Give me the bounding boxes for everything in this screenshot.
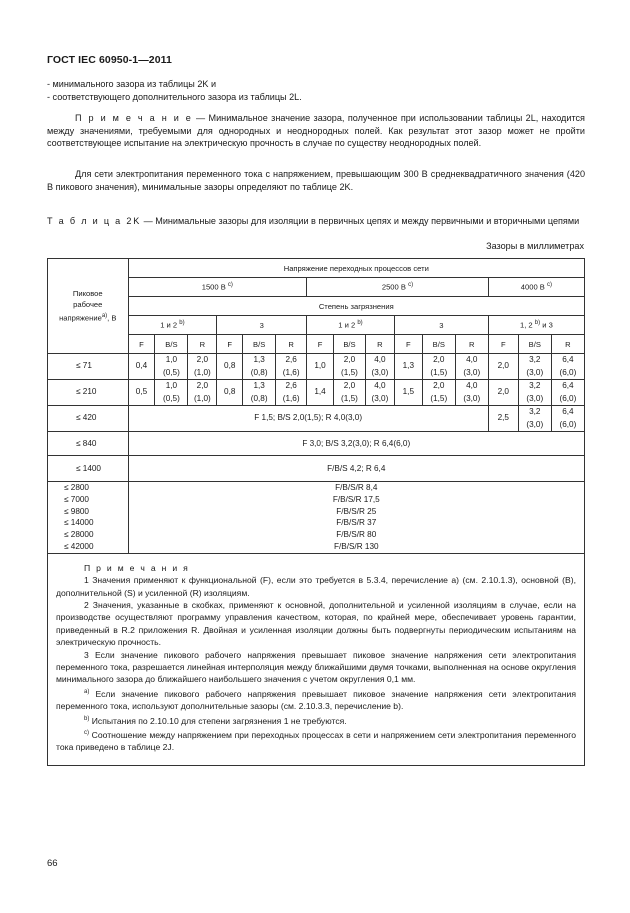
table-cell: 2,0 [488,380,518,406]
header-p12 [307,316,395,335]
sub-f: F [217,335,243,354]
table-cell [518,406,551,432]
sub-r: R [188,335,217,354]
sub-bs: B/S [518,335,551,354]
cell-value: (3,0) [526,393,544,403]
notes-title: П р и м е ч а н и я [84,562,190,573]
cell-value: 3,2 [529,381,541,390]
cell-value: ≤ 28000 [64,530,94,540]
table-cell [455,380,488,406]
cell-value: F/B/S/R 37 [336,518,377,528]
cell-value: Если значение пикового рабочего напряжения превышает пиковое значение напряжения сети электропитания переменного тока, используют дополнительные зазоры (см. 2.10.3.3, перечисление b). [56,688,576,712]
sub-r: R [365,335,394,354]
cell-value: (3,0) [463,393,481,403]
table-cell [333,380,365,406]
cell-value: Пиковое [72,288,103,298]
note-paragraph [47,112,585,150]
header-p3: 3 [394,316,488,335]
sub-f: F [307,335,334,354]
table-cell [188,354,217,380]
table-cell [422,380,455,406]
table-cell: 1,0 [307,354,334,380]
table-cell [243,380,276,406]
table-cell [518,380,551,406]
cell-value: (1,6) [282,367,300,377]
cell-value: 4,0 [466,381,478,390]
table-row [48,432,585,456]
cell-value: (3,0) [463,367,481,377]
units-label: Зазоры в миллиметрах [486,241,584,251]
header-p12 [128,316,217,335]
cell-value: (0,8) [250,393,268,403]
table-cell [243,354,276,380]
cell-value: ≤ 14000 [64,518,94,528]
cell-value: 1500 В [201,282,226,292]
table-caption [47,215,585,228]
table-cell [276,354,307,380]
merged-values: F 1,5; B/S 2,0(1,5); R 4,0(3,0) [128,406,488,432]
cell-value: (6,0) [559,367,577,377]
table-cell: 0,4 [128,354,155,380]
cell-value: (1,5) [430,393,448,403]
cell-value: a) [101,313,108,320]
table-cell: 2,0 [488,354,518,380]
cell-value: (3,0) [371,393,389,403]
cell-value: (3,0) [526,367,544,377]
sub-r: R [276,335,307,354]
cell-value: F/B/S/R 130 [333,541,379,551]
cell-value: 4,0 [374,381,386,390]
standard-header: ГОСТ IEC 60950-1—2011 [47,54,172,66]
cell-value: 2,0 [433,381,445,390]
cell-value: ≤ 7000 [64,494,89,504]
row-voltage: ≤ 840 [48,432,129,456]
cell-value: рабочее [73,300,103,310]
note-item: 1 Значения применяют к функциональной (F), если это требуется в 5.3.4, перечисление а) (см. 2.10.1.3), основной (B), дополнительной (S) и усиленной (R) изоляциям. [56,575,576,598]
cell-value: b) [84,715,90,722]
cell-value: 3,2 [529,407,541,416]
cell-value: (3,0) [526,419,544,429]
note-item [56,686,576,713]
row-voltage-list [48,482,129,554]
cell-value: c) [408,282,414,289]
cell-value: 6,4 [562,407,574,416]
sub-r: R [455,335,488,354]
cell-value: 2500 В [381,282,406,292]
header-4000 [488,278,584,297]
table-cell: 1,3 [394,354,422,380]
note-item [56,727,576,754]
table-cell [551,406,584,432]
cell-value: ≤ 9800 [64,506,89,516]
header-transient: Напряжение переходных процессов сети [128,259,584,278]
sub-f: F [394,335,422,354]
cell-value: b) [534,320,541,327]
cell-value: (6,0) [559,419,577,429]
cell-value: ≤ 42000 [64,541,94,551]
table-cell [455,354,488,380]
cell-value: 2,0 [196,355,209,364]
note-label: П р и м е ч а н и е [75,113,193,123]
row-voltage: ≤ 210 [48,380,129,406]
cell-value: (0,5) [162,393,180,403]
cell-value: 6,4 [562,381,574,390]
cell-value: 2,6 [285,381,297,390]
header-peak-voltage [48,259,129,354]
list-item: - соответствующего дополнительного зазора из таблицы 2L. [47,91,302,102]
header-1500 [128,278,307,297]
voltage-paragraph: Для сети электропитания переменного тока с напряжением, превышающим 300 В среднеквадратичного значения (420 В пикового значения), минимальные зазоры определяют по таблице 2K. [47,169,585,192]
cell-value: F/B/S/R 17,5 [332,494,380,504]
cell-value: F/B/S/R 8,4 [335,483,378,492]
sub-r: R [551,335,584,354]
cell-value: Соотношение между напряжением при переходных процессах в сети и напряжением сети электропитания переменного тока приведено в таблице 2J. [56,729,576,753]
cell-value: b) [357,320,363,327]
cell-value: 4000 В [520,282,545,292]
table-cell [551,380,584,406]
cell-value: (3,0) [371,367,389,377]
sub-bs: B/S [333,335,365,354]
table-cell [365,354,394,380]
cell-value: 1 и 2 [160,320,178,330]
cell-value: 3,2 [529,355,541,364]
cell-value: 4,0 [466,355,478,364]
cell-value: напряжение [59,313,102,323]
cell-value: 1,0 [165,355,178,364]
cell-value: 1,3 [253,381,265,390]
table-cell: 2,5 [488,406,518,432]
cell-value: , В [107,313,117,323]
sub-f: F [488,335,518,354]
cell-value: 6,4 [562,355,574,364]
table-notes-row [48,553,585,766]
cell-value: c) [227,282,233,289]
list-item: - минимального зазора из таблицы 2K и [47,79,217,89]
cell-value: 2,0 [433,355,445,364]
sub-bs: B/S [155,335,188,354]
note-text: — Минимальное значение зазора, полученное при использовании таблицы 2L, находится между значениями, требуемыми для однородных и неоднородных полей. Как результат этот зазор может не пройти соответствующее испытание на электрическую прочность в случае по существу неоднородных полей. [47,113,585,149]
row-voltage: ≤ 420 [48,406,129,432]
sub-bs: B/S [243,335,276,354]
note-item: 2 Значения, указанные в скобках, применяют к основной, дополнительной и усиленной изоляциям в случае, если на производстве осуществляют программу управления качеством, которая, по крайней мере, обеспечивает уровень гарантии, приведенный в R.2 приложения R. Двойная и усиленная изоляции должны быть подвергнуты периодическим испытаниям на электрическую прочность. [56,600,576,648]
cell-value: (1,5) [341,367,358,377]
caption-label: Т а б л и ц а 2K [47,216,142,226]
caption-text: — Минимальные зазоры для изоляции в первичных цепях и между первичными и вторичными цепями [141,216,580,226]
table-cell [276,380,307,406]
header-2500 [307,278,489,297]
cell-value: и 3 [540,320,553,330]
clearance-table [47,258,585,766]
table-cell: 0,8 [217,380,243,406]
cell-value: (0,8) [250,367,268,377]
cell-value: (1,5) [430,367,448,377]
table-cell [422,354,455,380]
note-item [56,713,576,727]
cell-value: 4,0 [374,355,386,364]
cell-value: (1,0) [193,393,211,403]
cell-value: 2,0 [343,381,356,390]
cell-value: (0,5) [162,367,180,377]
table-row [48,354,585,380]
table-cell [333,354,365,380]
cell-value: 1, 2 [519,320,533,330]
header-pollution: Степень загрязнения [128,297,584,316]
sub-bs: B/S [422,335,455,354]
table-cell: 0,5 [128,380,155,406]
table-cell: 1,5 [394,380,422,406]
cell-value: c) [547,282,552,289]
cell-value: 2,0 [196,381,209,390]
table-notes [48,553,585,766]
cell-value: 2,6 [285,355,297,364]
table-cell [551,354,584,380]
cell-value: (1,5) [341,393,358,403]
header-p123 [488,316,584,335]
cell-value: ≤ 2800 [64,483,89,492]
page-number: 66 [47,858,58,869]
cell-value: b) [179,320,185,327]
merged-values-list [128,482,584,554]
table-cell [518,354,551,380]
header-p3: 3 [217,316,307,335]
cell-value: (6,0) [559,393,577,403]
table-row [48,406,585,432]
cell-value: Испытания по 2.10.10 для степени загрязнения 1 не требуются. [89,715,347,726]
table-row [48,482,585,554]
cell-value: c) [84,729,89,736]
merged-values: F 3,0; B/S 3,2(3,0); R 6,4(6,0) [128,432,584,456]
cell-value: 1 и 2 [338,320,356,330]
cell-value: a) [84,688,90,695]
cell-value: 1,0 [165,381,178,390]
cell-value: F/B/S/R 80 [336,530,377,540]
cell-value: 2,0 [343,355,356,364]
cell-value: (1,0) [193,367,211,377]
table-cell [155,380,188,406]
table-cell [188,380,217,406]
note-item: 3 Если значение пикового рабочего напряжения превышает пиковое значение напряжения сети электропитания переменного тока, разрешается линейная интерполяция между ближайшими двумя точками, выполненная на основе округления минимального зазора до ближайшего наибольшего значения с учетом округления 0,1 мм. [56,649,576,685]
cell-value: F/B/S/R 25 [336,506,377,516]
table-cell [365,380,394,406]
cell-value: 1,3 [253,355,265,364]
table-row [48,456,585,482]
sub-f: F [128,335,155,354]
table-cell: 1,4 [307,380,334,406]
merged-values: F/B/S 4,2; R 6,4 [128,456,584,482]
table-cell: 0,8 [217,354,243,380]
table-row [48,380,585,406]
cell-value: (1,6) [282,393,300,403]
row-voltage: ≤ 71 [48,354,129,380]
intro-list [47,78,585,103]
row-voltage: ≤ 1400 [48,456,129,482]
table-cell [155,354,188,380]
